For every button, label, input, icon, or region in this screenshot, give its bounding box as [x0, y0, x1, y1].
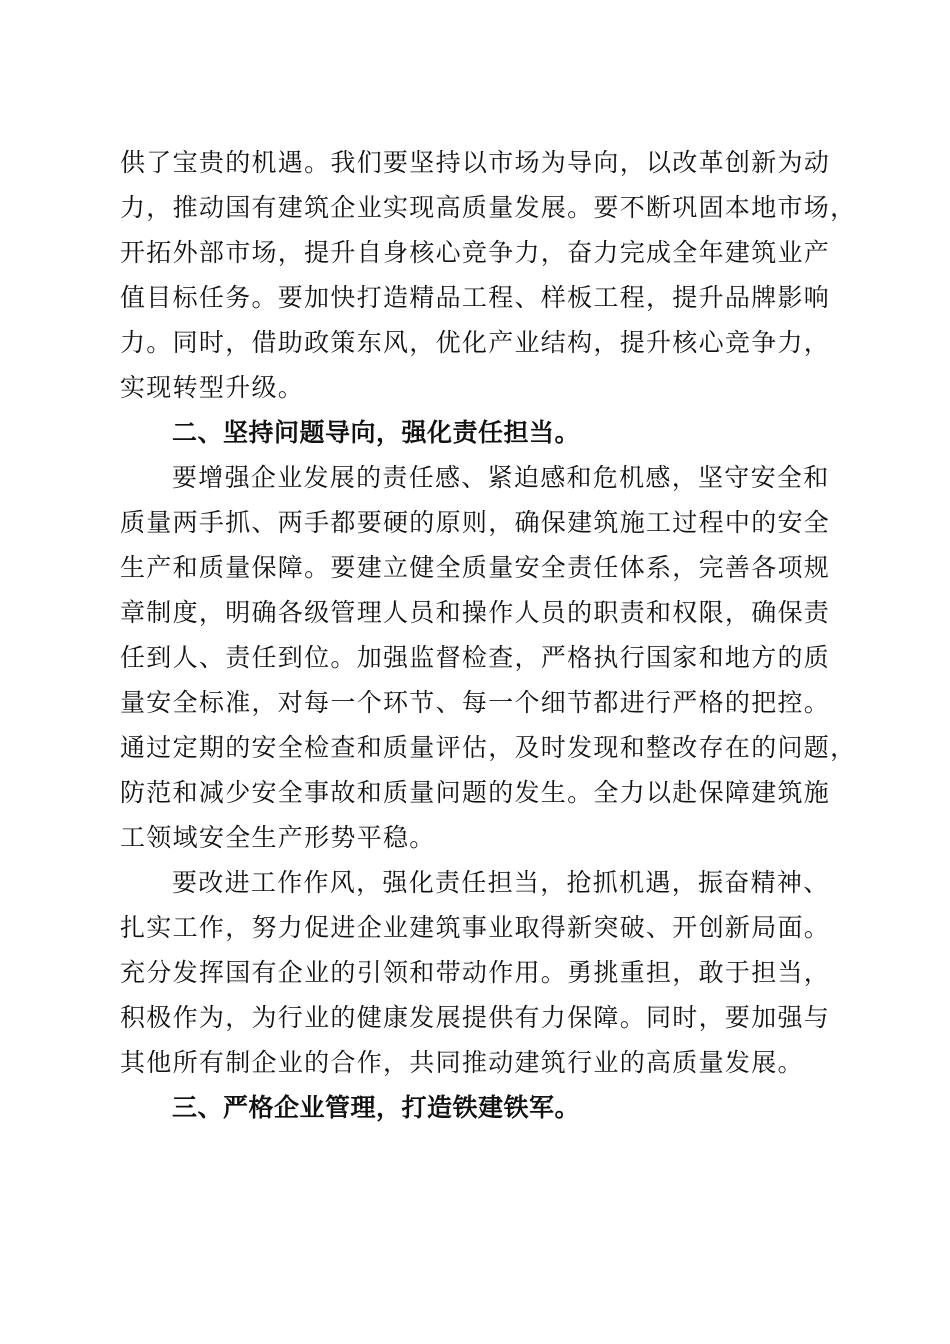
body-text-line: 充分发挥国有企业的引领和带动作用。勇挑重担，敢于担当， [120, 958, 831, 987]
body-text-line: 工领域安全生产形势平稳。 [120, 823, 436, 852]
body-text-line: 任到人、责任到位。加强监督检查，严格执行国家和地方的质 [120, 643, 831, 672]
body-text-line: 供了宝贵的机遇。我们要坚持以市场为导向，以改革创新为动 [120, 148, 831, 177]
body-text-line: 质量两手抓、两手都要硬的原则，确保建筑施工过程中的安全 [120, 508, 831, 537]
body-text-line: 实现转型升级。 [120, 373, 305, 402]
body-text-line: 值目标任务。要加快打造精品工程、样板工程，提升品牌影响 [120, 283, 831, 312]
body-text-line: 章制度，明确各级管理人员和操作人员的职责和权限，确保责 [120, 598, 831, 627]
section-heading-2: 二、坚持问题导向，强化责任担当。 [172, 418, 581, 447]
body-text-line: 扎实工作，努力促进企业建筑事业取得新突破、开创新局面。 [120, 913, 831, 942]
body-text-line: 生产和质量保障。要建立健全质量安全责任体系，完善各项规 [120, 553, 831, 582]
body-text-line: 要增强企业发展的责任感、紧迫感和危机感，坚守安全和 [172, 463, 830, 492]
body-text-line: 力。同时，借助政策东风，优化产业结构，提升核心竞争力， [120, 328, 831, 357]
body-text-line: 积极作为，为行业的健康发展提供有力保障。同时，要加强与 [120, 1003, 831, 1032]
body-text-line: 防范和减少安全事故和质量问题的发生。全力以赴保障建筑施 [120, 778, 831, 807]
body-text-line: 量安全标准，对每一个环节、每一个细节都进行严格的把控。 [120, 688, 831, 717]
body-text-line: 其他所有制企业的合作，共同推动建筑行业的高质量发展。 [120, 1048, 804, 1077]
body-text-line: 通过定期的安全检查和质量评估，及时发现和整改存在的问题， [120, 733, 857, 762]
body-text-line: 要改进工作作风，强化责任担当，抢抓机遇，振奋精神、 [172, 868, 830, 897]
body-text-line: 开拓外部市场，提升自身核心竞争力，奋力完成全年建筑业产 [120, 238, 831, 267]
body-text-line: 力，推动国有建筑企业实现高质量发展。要不断巩固本地市场， [120, 193, 857, 222]
section-heading-3: 三、严格企业管理，打造铁建铁军。 [172, 1093, 581, 1122]
